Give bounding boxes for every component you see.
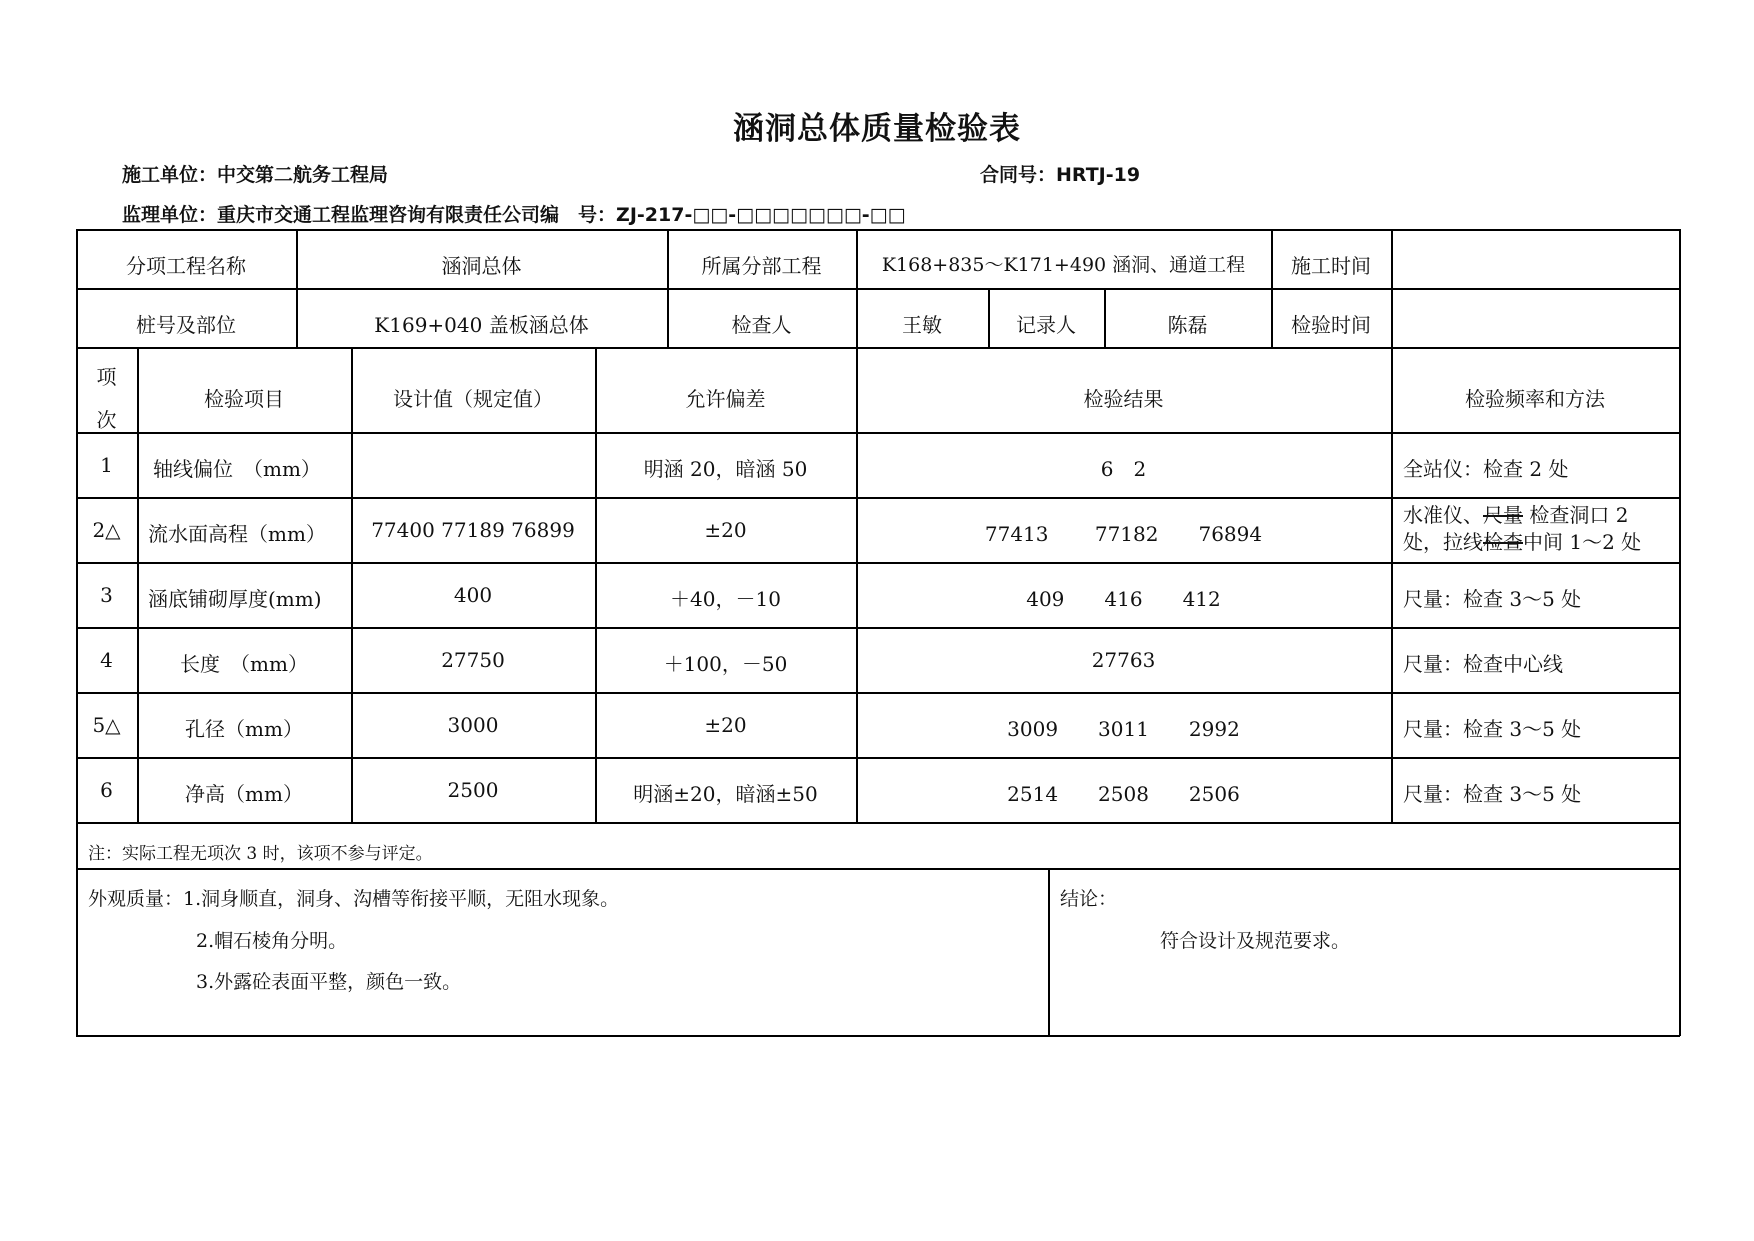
row-2-tolerance: ±20 (704, 518, 747, 542)
method-text: 中间 1～2 处 (1523, 530, 1642, 554)
row-1-item: 轴线偏位 （mm） (153, 457, 321, 481)
row-5-design: 3000 (447, 713, 499, 737)
row-5-tolerance: ±20 (704, 713, 747, 737)
row-2-method-line2 (1403, 526, 1641, 555)
inspection-time-label: 检验时间 (1291, 313, 1371, 337)
supervision-line (122, 200, 906, 227)
row-5-item: 孔径（mm） (185, 717, 303, 741)
division-label: 所属分部工程 (701, 254, 822, 278)
appearance-label: 外观质量： (88, 888, 184, 910)
table-border (76, 868, 1680, 870)
row-6-result: 2514 2508 2506 (1007, 782, 1240, 806)
method-text: 检查洞口 2 (1523, 503, 1629, 527)
table-border (1048, 868, 1050, 1035)
row-6-method: 尺量：检查 3～5 处 (1403, 782, 1582, 806)
row-4-tolerance: ＋100，－50 (663, 652, 788, 676)
row-3-tolerance: ＋40，－10 (670, 587, 781, 611)
table-border (1679, 229, 1681, 1036)
table-border (76, 229, 1680, 231)
col-no-2: 次 (96, 408, 117, 432)
appearance-line2: 2.帽石棱角分明。 (196, 930, 348, 952)
table-border (137, 347, 139, 822)
row-6-tolerance: 明涵±20，暗涵±50 (633, 782, 818, 806)
table-border (1391, 229, 1393, 347)
row-4-result: 27763 (1091, 648, 1156, 672)
supervision-unit-value: 重庆市交通工程监理咨询有限责任公司 (217, 204, 541, 226)
table-border (76, 432, 1680, 434)
row-4-design: 27750 (441, 648, 505, 672)
table-border (76, 562, 1680, 564)
row-5-result: 3009 3011 2992 (1007, 717, 1240, 741)
row-6-no: 6 (100, 778, 113, 802)
appearance-line1 (88, 884, 619, 911)
table-border (76, 692, 1680, 694)
table-border (76, 822, 1680, 824)
construction-time-label: 施工时间 (1291, 254, 1371, 278)
col-method: 检验频率和方法 (1465, 387, 1605, 411)
page-title: 涵洞总体质量检验表 (733, 111, 1021, 147)
row-1-result: 6 2 (1100, 457, 1147, 481)
row-4-no: 4 (100, 648, 113, 672)
col-result: 检验结果 (1083, 387, 1164, 411)
supervision-unit-label: 监理单位： (122, 204, 218, 226)
row-3-no: 3 (100, 583, 113, 607)
row-5-no: 5△ (92, 713, 121, 737)
row-2-item: 流水面高程（mm） (148, 522, 326, 546)
method-text: 水准仪、 (1403, 503, 1483, 527)
recorder-label: 记录人 (1016, 313, 1076, 337)
sub-item-value: 涵洞总体 (441, 254, 522, 278)
inspector-value: 王敏 (902, 313, 942, 337)
division-value: K168+835～K171+490 涵洞、通道工程 (881, 254, 1246, 276)
row-5-method: 尺量：检查 3～5 处 (1403, 717, 1582, 741)
row-1-tolerance: 明涵 20，暗涵 50 (643, 457, 808, 481)
row-1-no: 1 (100, 453, 113, 477)
row-6-design: 2500 (447, 778, 499, 802)
row-3-design: 400 (453, 583, 493, 607)
inspector-label: 检查人 (731, 313, 792, 337)
row-2-method-line1 (1403, 499, 1628, 528)
table-border (1391, 347, 1393, 822)
construction-unit-line (122, 160, 388, 187)
table-border (76, 347, 1680, 349)
row-1-method: 全站仪：检查 2 处 (1403, 457, 1569, 481)
row-2-result: 77413 77182 76894 (984, 522, 1263, 546)
contract-line (980, 160, 1140, 187)
station-label: 桩号及部位 (136, 313, 236, 337)
row-3-item: 涵底铺砌厚度(mm) (148, 587, 322, 611)
sub-item-label: 分项工程名称 (126, 254, 246, 278)
col-item: 检验项目 (204, 387, 284, 411)
row-2-design: 77400 77189 76899 (371, 518, 575, 542)
appearance-item: 1.洞身顺直，洞身、沟槽等衔接平顺，无阻水现象。 (183, 888, 620, 910)
table-border (76, 1035, 1680, 1037)
row-3-method: 尺量：检查 3～5 处 (1403, 587, 1582, 611)
table-border (76, 288, 1680, 290)
row-3-result: 409 416 412 (1026, 587, 1221, 611)
conclusion-text: 符合设计及规范要求。 (1160, 930, 1351, 952)
recorder-value: 陈磊 (1167, 313, 1208, 337)
col-tolerance: 允许偏差 (685, 387, 766, 411)
table-border (76, 229, 78, 1036)
conclusion-label: 结论： (1060, 888, 1118, 910)
row-6-item: 净高（mm） (185, 782, 303, 806)
contract-label: 合同号： (980, 164, 1057, 186)
appearance-line3: 3.外露砼表面平整，颜色一致。 (196, 971, 462, 993)
method-strike-text: 尺量 (1483, 503, 1523, 527)
row-4-method: 尺量：检查中心线 (1403, 652, 1563, 676)
table-note: 注：实际工程无项次 3 时，该项不参与评定。 (88, 844, 433, 864)
col-no-1: 项 (96, 365, 117, 389)
col-design: 设计值（规定值） (393, 387, 553, 411)
station-value: K169+040 盖板涵总体 (374, 313, 589, 337)
construction-unit-label: 施工单位： (122, 164, 218, 186)
construction-unit-value: 中交第二航务工程局 (217, 164, 389, 186)
table-border (76, 627, 1680, 629)
number-label: 编 号： (540, 204, 617, 226)
method-text: 处，拉线 (1403, 530, 1483, 554)
row-2-no: 2△ (92, 518, 121, 542)
method-strike-text: 检查 (1483, 530, 1523, 554)
number-value: ZJ-217-□□-□□□□□□□-□□ (616, 204, 906, 226)
row-4-item: 长度 （mm） (180, 652, 308, 676)
table-border (76, 757, 1680, 759)
contract-value: HRTJ-19 (1056, 164, 1141, 186)
